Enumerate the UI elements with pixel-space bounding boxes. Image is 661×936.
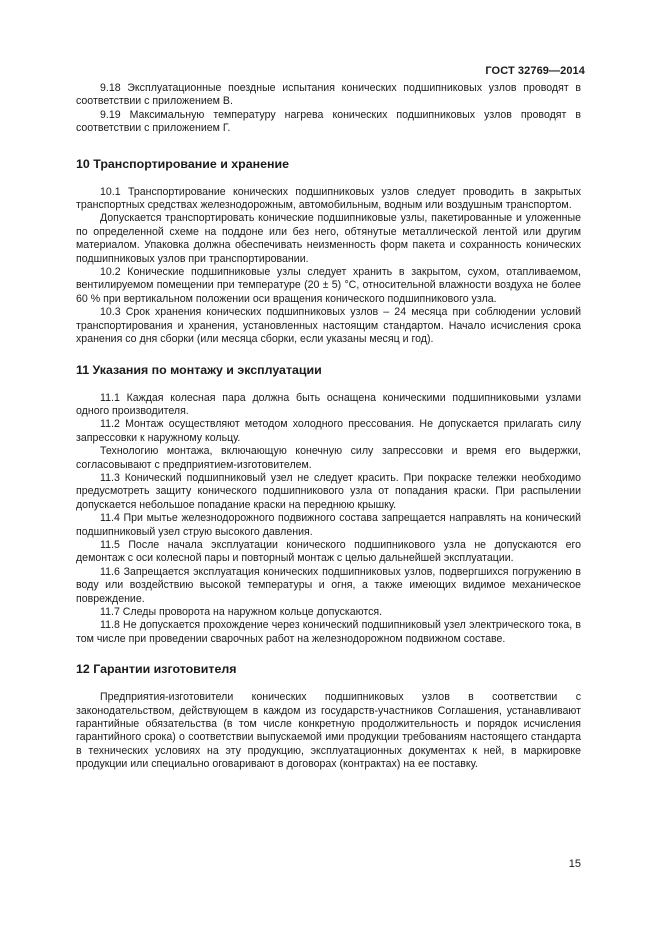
paragraph-11-7: 11.7 Следы проворота на наружном кольце допускаются.: [100, 606, 383, 618]
section-title-11: 11 Указания по монтажу и эксплуатации: [76, 362, 322, 377]
paragraph-9-18: 9.18 Эксплуатационные поездные испытания конических подшипниковых узлов проводят в соответствии с приложением В.: [76, 82, 581, 108]
paragraph-10-1-b: Допускается транспортировать конические подшипниковые узлы, пакетированные и уложенные по определенной схеме на поддоне или без него, обтянутые металлической лентой или другим материалом. Упаковка должна обеспечивать неизменность форм пакета и сохранность конических подшипниковых узлов при транспортировании.: [76, 212, 581, 265]
paragraph-11-4: 11.4 При мытье железнодорожного подвижного состава запрещается направлять на конический подшипниковый узел струю высокого давления.: [76, 512, 581, 538]
paragraph-11-8: 11.8 Не допускается прохождение через конический подшипниковый узел электрического тока, в том числе при проведении сварочных работ на железнодорожном подвижном составе.: [76, 619, 581, 645]
paragraph-10-2: 10.2 Конические подшипниковые узлы следует хранить в закрытом, сухом, отапливаемом, вентилируемом помещении при температуре (20 ± 5) °С, относительной влажности воздуха не более 60 % при вертикальном положении оси вращения конического подшипникового узла.: [76, 266, 581, 305]
page-number: 15: [568, 858, 581, 870]
paragraph-11-2-b: Технологию монтажа, включающую конечную силу запрессовки и время его выдержки, согласовывают с предприятием-изготовителем.: [76, 445, 581, 471]
paragraph-11-6: 11.6 Запрещается эксплуатация конических подшипниковых узлов, подвергшихся погружению в воду или воздействию высокой температуры и огня, а также имеющих видимое механическое повреждение.: [76, 565, 581, 605]
page-body: [76, 82, 581, 772]
paragraph-12: Предприятия-изготовители конических подшипниковых узлов в соответствии с законодательством, действующем в каждом из государств-участников Соглашения, устанавливают гарантийные обязательства (в том числе конкретную продолжительность и порядок исчисления гарантийного срока) о соответствии выпускаемой ими продукции требованиям настоящего стандарта в технических условиях на эту продукцию, эксплуатационных документах к ней, в маркировке продукции или специально оговаривают в договорах (контрактах) на ее поставку.: [76, 691, 581, 771]
paragraph-11-1: 11.1 Каждая колесная пара должна быть оснащена коническими подшипниковыми узлами одного производителя.: [76, 391, 581, 417]
paragraph-10-3: 10.3 Срок хранения конических подшипниковых узлов – 24 месяца при соблюдении условий транспортирования и хранения, установленных настоящим стандартом. Начало исчисления срока хранения со дня сборки (или месяца сборки, если указаны месяц и год).: [76, 306, 581, 346]
section-title-12: 12 Гарантии изготовителя: [76, 662, 237, 677]
paragraph-10-1: 10.1 Транспортирование конических подшипниковых узлов следует проводить в закрытых транспортных средствах железнодорожным, автомобильным, водным или воздушным транспортом.: [76, 185, 581, 212]
paragraph-9-19: 9.19 Максимальную температуру нагрева конических подшипниковых узлов проводят в соответствии с приложением Г.: [76, 108, 581, 135]
paragraph-11-3: 11.3 Конический подшипниковый узел не следует красить. При покраске тележки необходимо предусмотреть защиту конического подшипникового узла от попадания краски. При распылении допускается небольшое попадание краски на переднюю крышку.: [76, 471, 581, 511]
document-id: ГОСТ 32769—2014: [485, 65, 585, 77]
paragraph-11-5: 11.5 После начала эксплуатации конического подшипникового узла не допускаются его демонтаж с оси колесной пары и повторный монтаж с целью дальнейшей эксплуатации.: [76, 538, 581, 565]
section-title-10: 10 Транспортирование и хранение: [76, 156, 289, 171]
paragraph-11-2: 11.2 Монтаж осуществляют методом холодного прессования. Не допускается прилагать силу запрессовки к наружному кольцу.: [76, 418, 581, 444]
